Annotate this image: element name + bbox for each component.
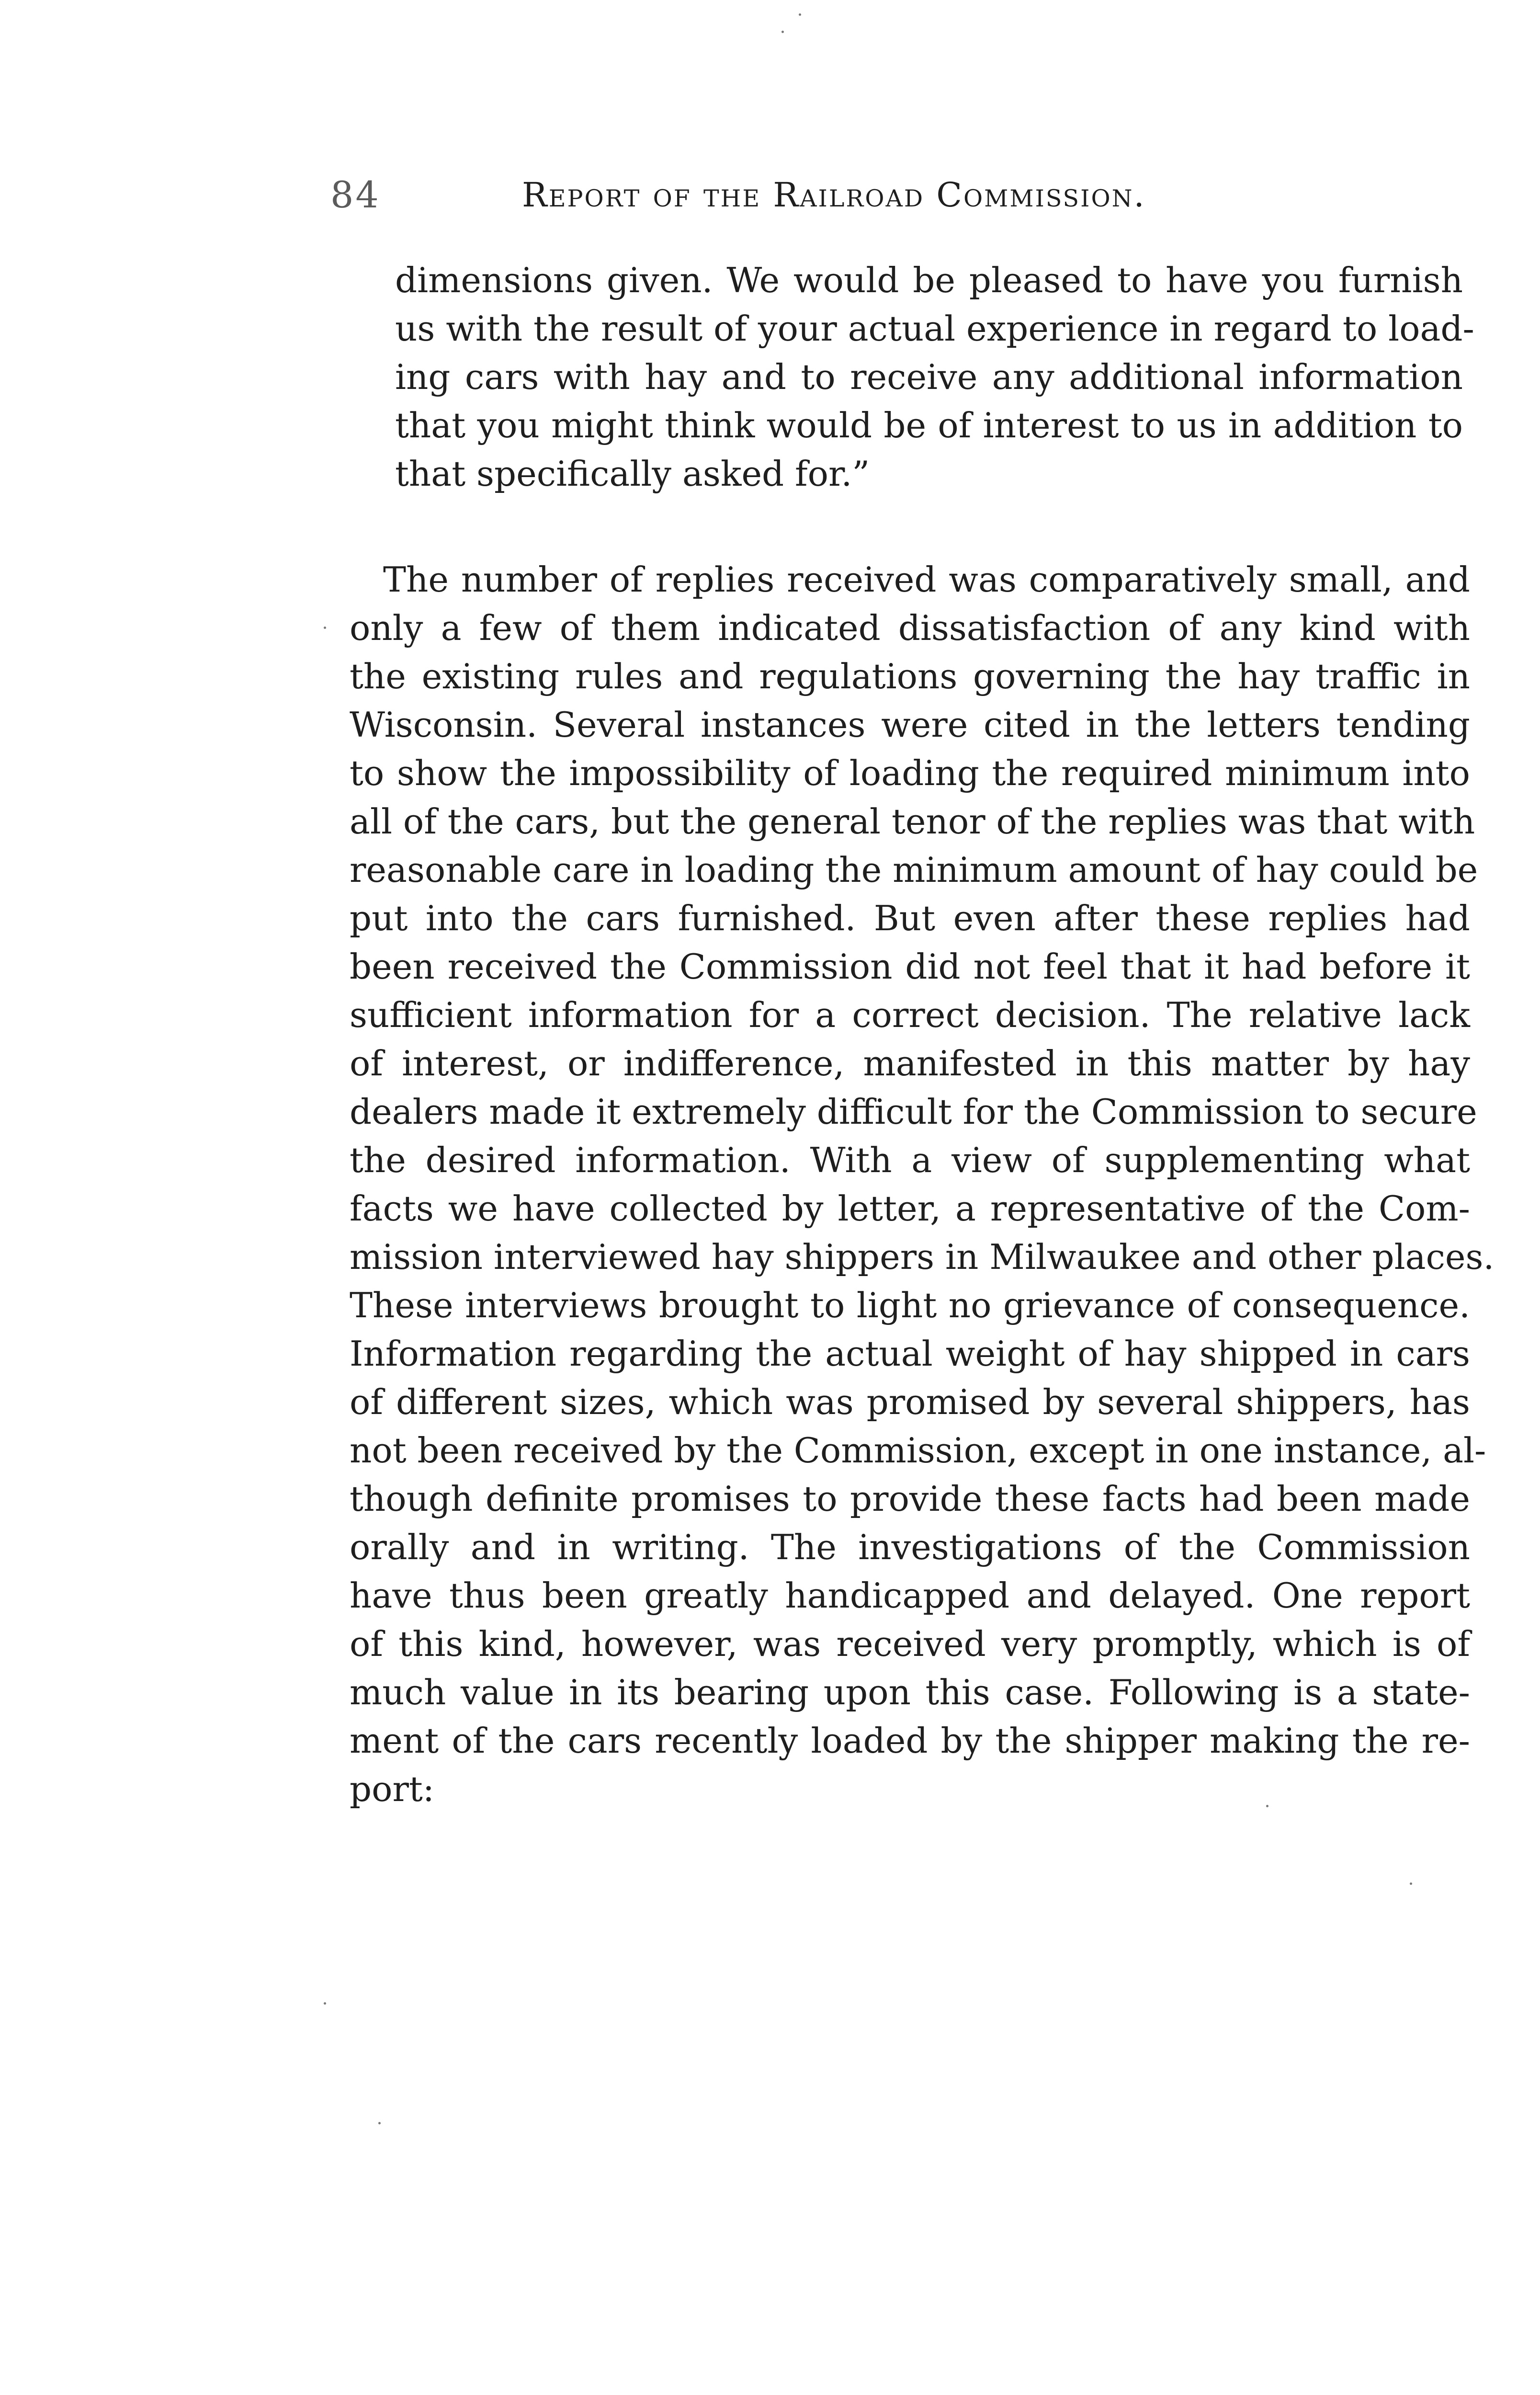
paragraph-line: orally and in writing. The investigations of the Commission <box>350 1527 1470 1567</box>
paragraph-line: of this kind, however, was received very promptly, which is of <box>350 1624 1470 1664</box>
paragraph-line: ment of the cars recently loaded by the shipper making the re- <box>350 1721 1470 1761</box>
paragraph-line: sufficient information for a correct decision. The relative lack <box>350 995 1470 1035</box>
paragraph-line: of different sizes, which was promised by several shippers, has <box>350 1382 1470 1422</box>
paragraph-line: not been received by the Commission, except in one instance, al- <box>350 1430 1486 1471</box>
quoted-letter-excerpt <box>395 256 1474 498</box>
paragraph-line: of interest, or indifference, manifested in this matter by hay <box>350 1043 1470 1083</box>
paragraph-line: been received the Commission did not feel that it had before it <box>350 947 1470 987</box>
scan-speck <box>324 627 326 629</box>
paragraph-line: though definite promises to provide these facts had been made <box>350 1479 1470 1519</box>
paragraph-line: port: <box>350 1769 435 1809</box>
paragraph-line: dealers made it extremely difficult for the Commission to secure <box>350 1092 1477 1132</box>
paragraph-line: put into the cars furnished. But even after these replies had <box>350 898 1470 938</box>
scan-speck <box>781 31 784 33</box>
paragraph-line: the existing rules and regulations governing the hay traffic in <box>350 656 1470 696</box>
scan-speck <box>799 13 801 16</box>
page-header <box>330 169 1279 221</box>
scan-speck <box>1266 1805 1268 1807</box>
body-paragraph <box>350 556 1495 1813</box>
paragraph-line: reasonable care in loading the minimum amount of hay could be <box>350 850 1478 890</box>
paragraph-line: have thus been greatly handicapped and delayed. One report <box>350 1575 1470 1616</box>
quote-line: ing cars with hay and to receive any additional information <box>395 357 1463 397</box>
paragraph-line: all of the cars, but the general tenor of the replies was that with <box>350 801 1475 842</box>
scan-speck <box>324 2002 326 2005</box>
quote-line: dimensions given. We would be pleased to have you furnish <box>395 260 1463 300</box>
paragraph-line: mission interviewed hay shippers in Milwaukee and other places. <box>350 1237 1495 1277</box>
paragraph-line: only a few of them indicated dissatisfaction of any kind with <box>350 608 1470 648</box>
paragraph-line: much value in its bearing upon this case. Following is a state- <box>350 1672 1470 1712</box>
paragraph-line: the desired information. With a view of supplementing what <box>350 1140 1470 1180</box>
paragraph-line: Information regarding the actual weight of hay shipped in cars <box>350 1334 1470 1374</box>
quote-line: us with the result of your actual experience in regard to load- <box>395 308 1474 349</box>
paragraph-line: The number of replies received was comparatively small, and <box>383 559 1470 600</box>
scan-speck <box>378 2122 381 2124</box>
paragraph-line: facts we have collected by letter, a representative of the Com- <box>350 1188 1470 1229</box>
running-title: Report of the Railroad Commission. <box>522 175 1146 215</box>
quote-line: that specifically asked for.” <box>395 454 870 494</box>
paragraph-line: to show the impossibility of loading the required minimum into <box>350 753 1470 793</box>
scan-speck <box>1410 1882 1412 1885</box>
page-number: 84 <box>330 173 381 216</box>
quote-line: that you might think would be of interest to us in addition to <box>395 405 1463 445</box>
paragraph-line: Wisconsin. Several instances were cited in the letters tending <box>350 705 1470 745</box>
paragraph-line: These interviews brought to light no grievance of consequence. <box>350 1285 1470 1325</box>
